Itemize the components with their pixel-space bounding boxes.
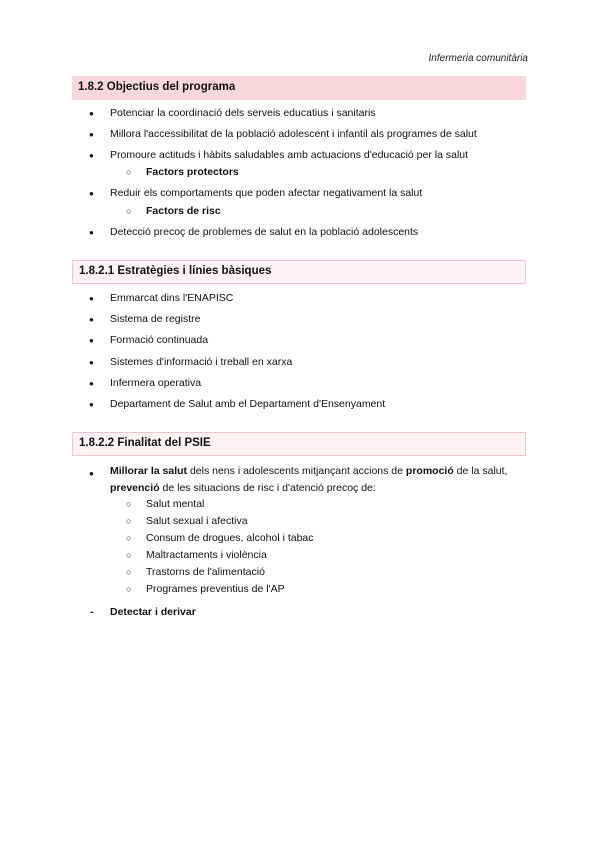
list-item: ● Sistemes d'informació i treball en xarxa [0,356,292,368]
list-item: ● Infermera operativa [0,377,201,389]
intro-bold-millorar: Millorar la salut [110,465,188,477]
list-subitem: ○ Factors protectors [0,166,239,178]
list-item: ● Millora l'accessibilitat de la població adolescent i infantil als programes de salut [0,128,477,140]
list-subitem: ○ Salut mental [0,498,204,510]
section-heading-finalitat: 1.8.2.2 Finalitat del PSIE [72,432,526,456]
list-subitem: ○ Salut sexual i afectiva [0,515,248,527]
list-item: ● Departament de Salut amb el Departament d'Ensenyament [0,398,385,410]
dash-item: - Detectar i derivar [0,606,196,618]
list-subitem: ○ Maltractaments i violència [0,549,267,561]
list-subitem: ○ Programes preventius de l'AP [0,583,285,595]
intro-text-3: de les situacions de risc i d'atenció precoç de: [159,482,376,494]
list-item: ● Potenciar la coordinació dels serveis educatius i sanitaris [0,107,376,119]
list-item: ● Emmarcat dins l'ENAPISC [0,292,233,304]
list-item: ● Detecció precoç de problemes de salut en la població adolescents [0,226,418,238]
section-heading-estrategies: 1.8.2.1 Estratègies i línies bàsiques [72,260,526,284]
list-item: ● Sistema de registre [0,313,200,325]
list-item: ● Formació continuada [0,334,208,346]
finalitat-paragraph [110,463,530,497]
list-item: ● Reduir els comportaments que poden afectar negativament la salut [0,187,422,199]
section-heading-objectius: 1.8.2 Objectius del programa [72,76,526,100]
running-head: Infermeria comunitària [428,53,528,64]
intro-text-2: de la salut, [453,465,508,477]
intro-bold-promocio: promoció [405,465,454,477]
list-subitem: ○ Consum de drogues, alcohol i tabac [0,532,314,544]
list-item: ● Promoure actituds i hàbits saludables amb actuacions d'educació per la salut [0,149,468,161]
list-subitem: ○ Factors de risc [0,205,221,217]
list-subitem: ○ Trastorns de l'alimentació [0,566,265,578]
intro-bold-prevencio: prevenció [110,482,160,494]
intro-text-1: dels nens i adolescents mitjançant accions de [187,465,406,477]
